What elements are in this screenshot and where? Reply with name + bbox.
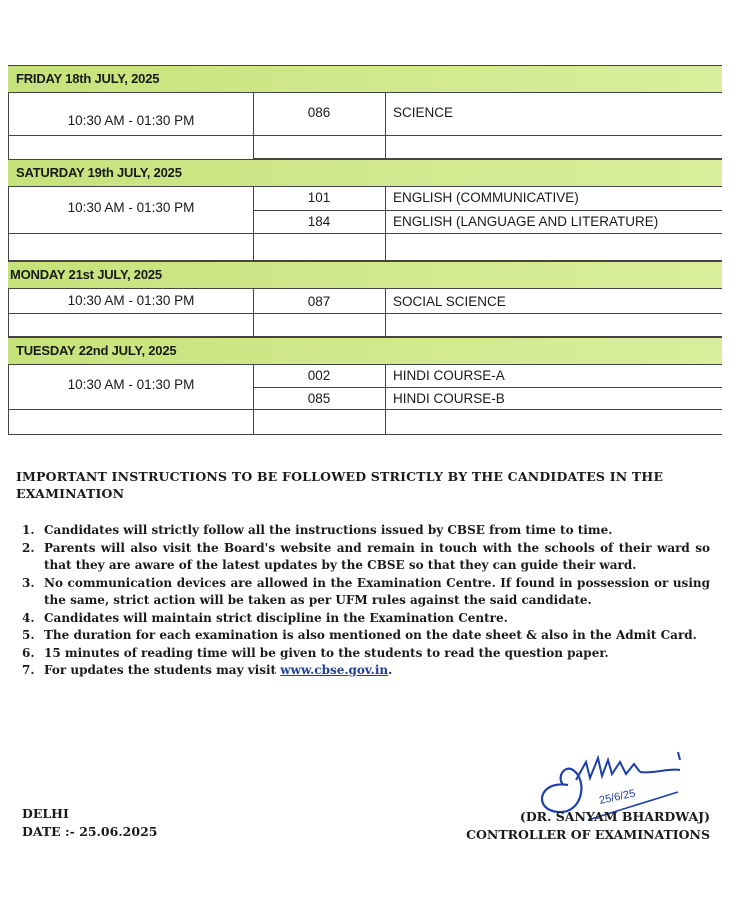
day-block-saturday (8, 187, 722, 261)
instruction-item (16, 610, 710, 628)
date-label: DATE :- 25.06.2025 (22, 824, 158, 839)
signatory-title: CONTROLLER OF EXAMINATIONS (466, 827, 710, 842)
subject-code: 085 (307, 391, 331, 406)
instruction-item (16, 645, 710, 663)
instruction-text: 15 minutes of reading time will be given to the students to read the question paper. (44, 645, 609, 660)
subject-name: SOCIAL SCIENCE (393, 294, 506, 309)
instructions-title: IMPORTANT INSTRUCTIONS TO BE FOLLOWED STRICTLY BY THE CANDIDATES IN THE EXAMINATION (16, 469, 664, 501)
subject-code: 101 (307, 190, 331, 205)
date-sheet-table (8, 65, 722, 435)
exam-time: 10:30 AM - 01:30 PM (67, 293, 195, 308)
instruction-number: 7. (22, 663, 35, 677)
cbse-website-link[interactable]: www.cbse.gov.in (280, 663, 389, 677)
instruction-text: No communication devices are allowed in the Examination Centre. If found in possession or using the same, strict action will be taken as per UFM rules against the said candidate. (44, 575, 710, 607)
day-header-friday: FRIDAY 18th JULY, 2025 (8, 65, 722, 93)
instruction-number: 1. (22, 523, 35, 537)
day-block-tuesday (8, 365, 722, 435)
instruction-item (16, 662, 710, 680)
exam-time: 10:30 AM - 01:30 PM (67, 200, 195, 215)
table-row-empty (253, 135, 722, 159)
day-block-friday (8, 93, 722, 159)
instruction-number: 4. (22, 610, 35, 625)
day-header-monday: MONDAY 21st JULY, 2025 (8, 261, 722, 289)
signatory-name: (DR. SANYAM BHARDWAJ) (519, 809, 710, 824)
instructions-list (16, 522, 710, 680)
instruction-number: 3. (22, 575, 35, 590)
subject-code: 086 (307, 105, 331, 120)
instruction-text: For updates the students may visit (44, 663, 277, 677)
day-block-monday (8, 289, 722, 337)
subject-name: HINDI COURSE-A (393, 368, 505, 383)
subject-name: ENGLISH (COMMUNICATIVE) (393, 190, 579, 205)
instruction-item (16, 540, 710, 575)
instruction-number: 5. (22, 628, 35, 642)
instruction-text: Parents will also visit the Board's website and remain in touch with the schools of their ward so that they are aware of the latest updates by the CBSE so that they can guide their ward. (44, 540, 710, 572)
instruction-item (16, 575, 710, 610)
table-row-empty (9, 313, 722, 337)
link-suffix: . (388, 663, 393, 677)
exam-time: 10:30 AM - 01:30 PM (67, 377, 195, 392)
table-row-empty (9, 233, 722, 261)
subject-code: 002 (307, 368, 331, 383)
instruction-number: 2. (22, 540, 35, 555)
subject-name: HINDI COURSE-B (393, 391, 505, 406)
instruction-item (16, 627, 710, 645)
day-header-saturday: SATURDAY 19th JULY, 2025 (8, 159, 722, 187)
instruction-text: Candidates will maintain strict discipline in the Examination Centre. (44, 610, 508, 625)
svg-text:25/6/25: 25/6/25 (598, 787, 637, 807)
day-header-tuesday: TUESDAY 22nd JULY, 2025 (8, 337, 722, 365)
subject-code: 087 (307, 294, 331, 309)
subject-code: 184 (307, 214, 331, 229)
exam-time: 10:30 AM - 01:30 PM (67, 113, 195, 128)
table-row-empty (9, 409, 722, 435)
subject-name: SCIENCE (393, 105, 454, 120)
instruction-item (16, 522, 710, 540)
subject-name: ENGLISH (LANGUAGE AND LITERATURE) (393, 214, 659, 229)
instruction-text: Candidates will strictly follow all the instructions issued by CBSE from time to time. (44, 523, 613, 537)
place-label: DELHI (22, 806, 69, 821)
instruction-text: The duration for each examination is also mentioned on the date sheet & also in the Admit Card. (44, 628, 697, 642)
instruction-number: 6. (22, 645, 35, 660)
